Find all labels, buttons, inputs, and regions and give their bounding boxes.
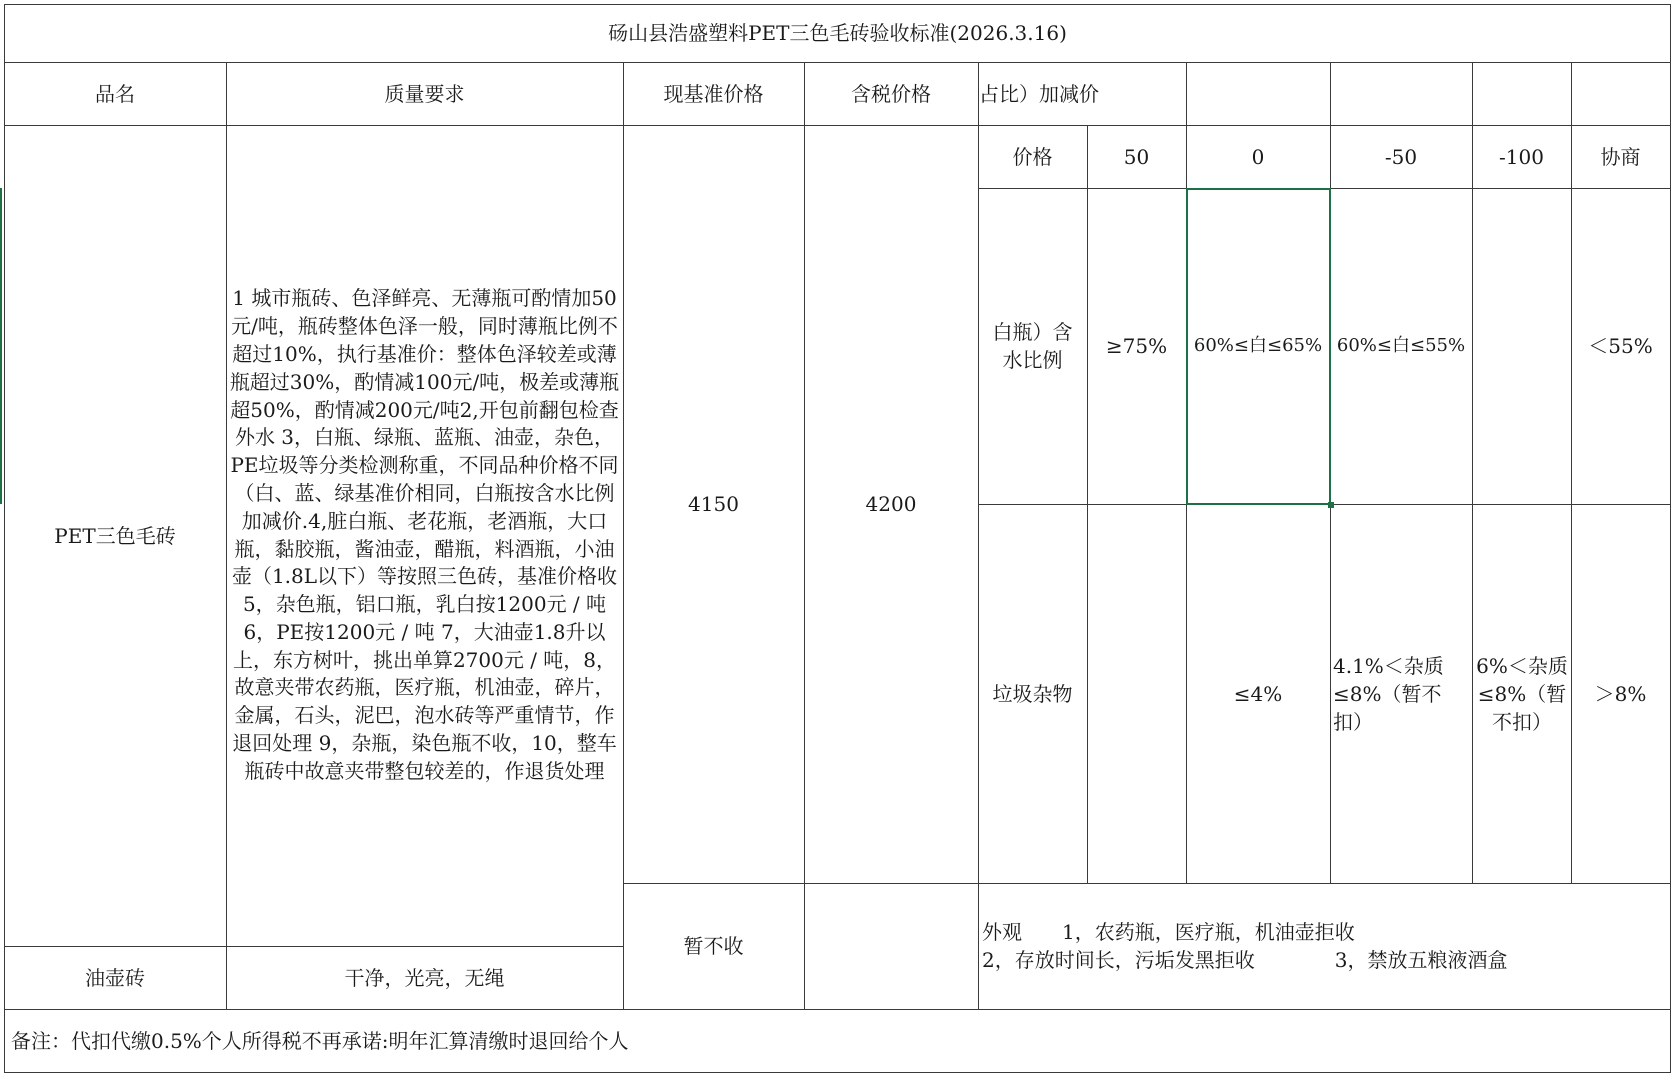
header-adjustment[interactable]: 占比）加减价 <box>979 81 1099 106</box>
tax-price-empty[interactable] <box>804 883 978 1009</box>
remarks-note[interactable]: 备注：代扣代缴0.5%个人所得税不再承诺:明年汇算清缴时退回给个人 <box>11 1028 629 1053</box>
tax-price-pet[interactable]: 4200 <box>865 492 917 516</box>
header-empty-cell[interactable] <box>1330 62 1472 125</box>
quality-requirements-pet[interactable]: 1 城市瓶砖、色泽鲜亮、无薄瓶可酌情加50元/吨，瓶砖整体色泽一般，同时薄瓶比例不超过10%，执行基准价：整体色泽较差或薄瓶超过30%，酌情减100元/吨，极差或薄瓶超50%，酌情减200元/吨2,开包前翻包检查外水 3，白瓶、绿瓶、蓝瓶、油壶，杂色，PE垃圾等分类检测称重，不同品种价格不同（白、蓝、绿基准价相同，白瓶按含水比例加减价.4,脏白瓶、老花瓶，老酒瓶，大口瓶，黏胶瓶，酱油壶，醋瓶，料酒瓶，小油壶（1.8L以下）等按照三色砖，基准价格收 5，杂色瓶，铝口瓶，乳白按1200元 / 吨 6，PE按1200元 / 吨 7，大油壶1.8升以上，东方树叶，挑出单算2700元 / 吨，8，故意夹带农药瓶，医疗瓶，机油壶，碎片，金属，石头，泥巴，泡水砖等严重情节，作退回处理 9，杂瓶，染色瓶不收，10，整车瓶砖中故意夹带整包较差的，作退货处理 <box>229 286 620 783</box>
selected-cell-border <box>1186 188 1331 505</box>
sheet-title[interactable]: 砀山县浩盛塑料PET三色毛砖验收标准(2026.3.16) <box>608 21 1067 45</box>
white-ratio-cell[interactable]: 60%≤白≤55% <box>1336 335 1466 356</box>
product-name-pet[interactable]: PET三色毛砖 <box>54 523 176 548</box>
header-product-name[interactable]: 品名 <box>95 81 135 106</box>
impurity-cell[interactable]: 6%＜杂质≤8%（暂不扣） <box>1476 653 1568 734</box>
impurity-label[interactable]: 垃圾杂物 <box>992 681 1073 706</box>
impurity-cell[interactable]: ＞8% <box>1594 681 1647 706</box>
header-empty-cell[interactable] <box>1472 62 1571 125</box>
impurity-cell[interactable] <box>1087 504 1186 883</box>
header-tax-price[interactable]: 含税价格 <box>851 81 931 106</box>
price-value-cell[interactable]: 协商 <box>1600 144 1641 169</box>
grid-line <box>4 1072 1671 1073</box>
header-base-price[interactable]: 现基准价格 <box>663 81 764 106</box>
price-value-cell[interactable]: -50 <box>1384 144 1418 169</box>
header-empty-cell[interactable] <box>1571 62 1670 125</box>
price-row-label[interactable]: 价格 <box>1012 144 1053 169</box>
header-empty-cell[interactable] <box>1186 62 1330 125</box>
impurity-cell[interactable]: 4.1%＜杂质≤8%（暂不扣） <box>1333 653 1444 734</box>
white-ratio-cell[interactable]: ＜55% <box>1588 334 1653 358</box>
price-value-cell[interactable]: 50 <box>1123 144 1150 169</box>
product-name-oil-jug[interactable]: 油壶砖 <box>85 965 145 990</box>
price-value-cell[interactable]: 0 <box>1251 144 1265 169</box>
price-value-cell[interactable]: -100 <box>1499 144 1544 169</box>
white-ratio-cell[interactable]: 60%≤白≤65% <box>1193 335 1323 356</box>
impurity-cell[interactable]: ≤4% <box>1233 681 1283 706</box>
appearance-requirements[interactable] <box>979 883 1670 1009</box>
quality-requirements-oil-jug[interactable]: 干净，光亮，无绳 <box>344 965 505 990</box>
white-ratio-cell[interactable]: ≥75% <box>1105 334 1168 358</box>
appearance-line-2: 2，存放时间长，污垢发黑拒收 3，禁放五粮液酒盒 <box>982 948 1508 972</box>
appearance-line-1: 外观 1，农药瓶，医疗瓶，机油壶拒收 <box>982 920 1355 944</box>
header-quality-requirements[interactable]: 质量要求 <box>384 81 465 106</box>
base-price-pet[interactable]: 4150 <box>688 492 739 516</box>
white-ratio-cell[interactable] <box>1472 188 1571 504</box>
white-ratio-label[interactable]: 白瓶）含水比例 <box>992 320 1073 372</box>
base-price-not-accepted[interactable]: 暂不收 <box>683 934 744 958</box>
row-selection-indicator <box>0 188 2 504</box>
